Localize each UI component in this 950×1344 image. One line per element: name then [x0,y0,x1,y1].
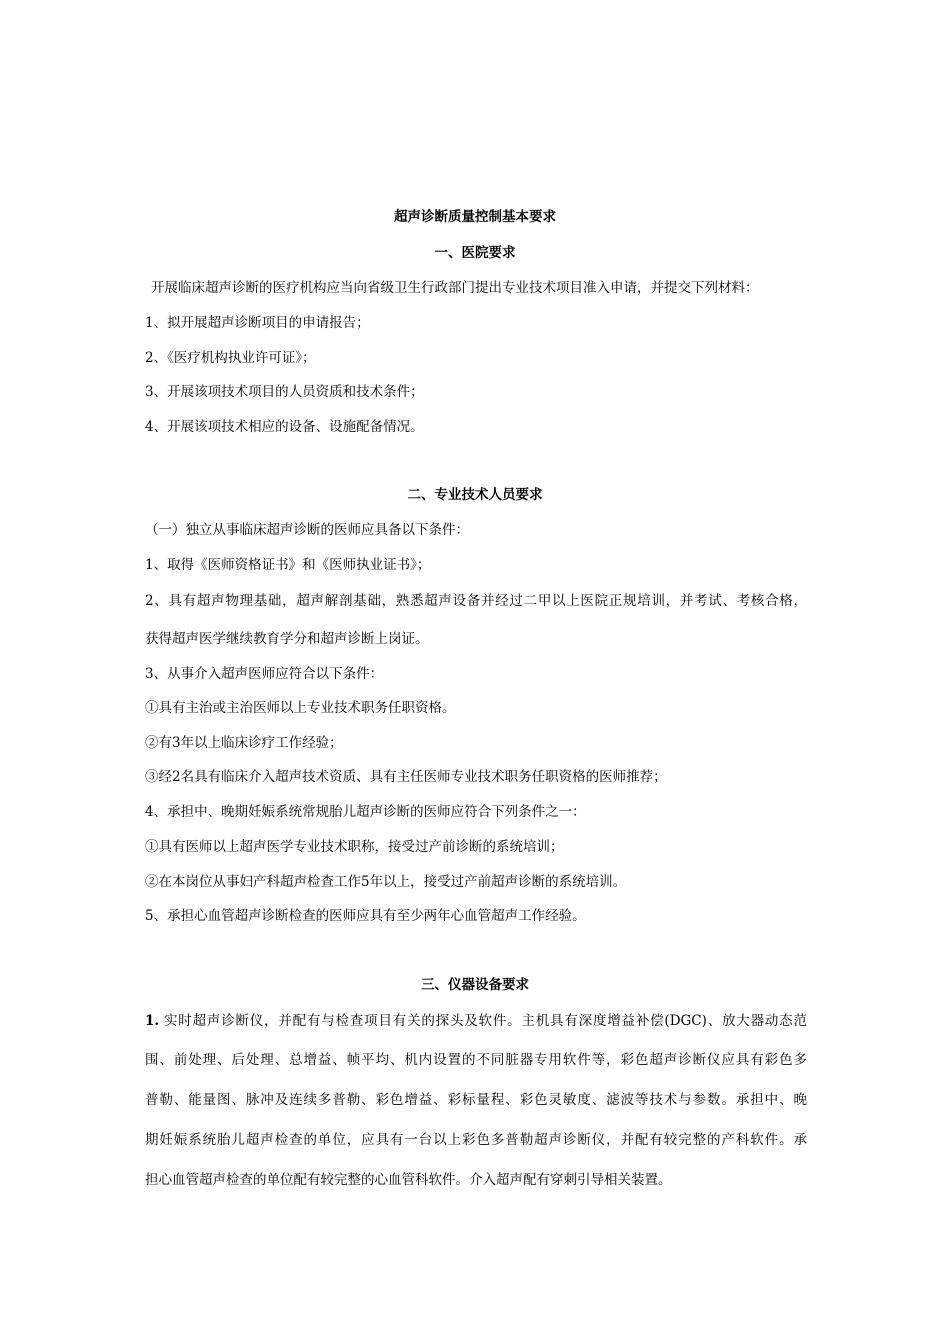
list-item: 4、开展该项技术相应的设备、设施配备情况。 [145,419,424,435]
list-item: 1、拟开展超声诊断项目的申请报告； [145,315,370,331]
item-number: 1. [145,1013,160,1029]
paragraph-line: 3、从事介入超声医师应符合以下条件： [145,666,384,682]
list-item: 3、开展该项技术项目的人员资质和技术条件； [145,384,424,400]
list-item: 2、《医疗机构执业许可证》； [145,350,316,366]
paragraph-line: 实时超声诊断仪，并配有与检查项目有关的探头及软件。主机具有深度增益补偿(DGC)、放大器动态范 [164,1013,807,1029]
paragraph-line: 担心血管超声检查的单位配有较完整的心血管科软件。介入超声配有穿刺引导相关装置。 [145,1172,672,1188]
section-2-heading: 二、专业技术人员要求 [407,487,543,503]
paragraph-line: ①具有医师以上超声医学专业技术职称，接受过产前诊断的系统培训； [145,839,564,855]
paragraph-line: 期妊娠系统胎儿超声检查的单位，应具有一台以上彩色多普勒超声诊断仪，并配有较完整的产科软件。承 [145,1132,807,1148]
paragraph-line: 2、具有超声物理基础，超声解剖基础，熟悉超声设备并经过二甲以上医院正规培训，并考试、考核合格， [145,593,807,609]
paragraph-line: 4、承担中、晚期妊娠系统常规胎儿超声诊断的医师应符合下列条件之一： [145,804,586,820]
section-1-intro: 开展临床超声诊断的医疗机构应当向省级卫生行政部门提出专业技术项目准入申请，并提交下列材料： [151,280,759,296]
paragraph-line: 1、取得《医师资格证书》和《医师执业证书》； [145,557,431,573]
paragraph-line: ①具有主治或主治医师以上专业技术职务任职资格。 [145,700,456,716]
document-title: 超声诊断质量控制基本要求 [394,209,556,225]
section-3-heading: 三、仪器设备要求 [421,977,529,993]
paragraph-line: ②有3年以上临床诊疗工作经验； [145,735,343,751]
paragraph-line: 围、前处理、后处理、总增益、帧平均、机内设置的不同脏器专用软件等，彩色超声诊断仪应具有彩色多 [145,1052,807,1068]
paragraph-line: 普勒、能量图、脉冲及连续多普勒、彩色增益、彩标量程、彩色灵敏度、滤波等技术与参数。承担中、晚 [145,1092,807,1108]
section-1-heading: 一、医院要求 [434,245,516,261]
paragraph-line: ②在本岗位从事妇产科超声检查工作5年以上，接受过产前超声诊断的系统培训。 [145,874,627,890]
paragraph-line: 获得超声医学继续教育学分和超声诊断上岗证。 [145,631,429,647]
paragraph-line: ③经2名具有临床介入超声技术资质、具有主任医师专业技术职务任职资格的医师推荐； [145,769,667,785]
paragraph-line: （一）独立从事临床超声诊断的医师应具备以下条件： [145,522,469,538]
paragraph-line: 5、承担心血管超声诊断检查的医师应具有至少两年心血管超声工作经验。 [145,908,586,924]
